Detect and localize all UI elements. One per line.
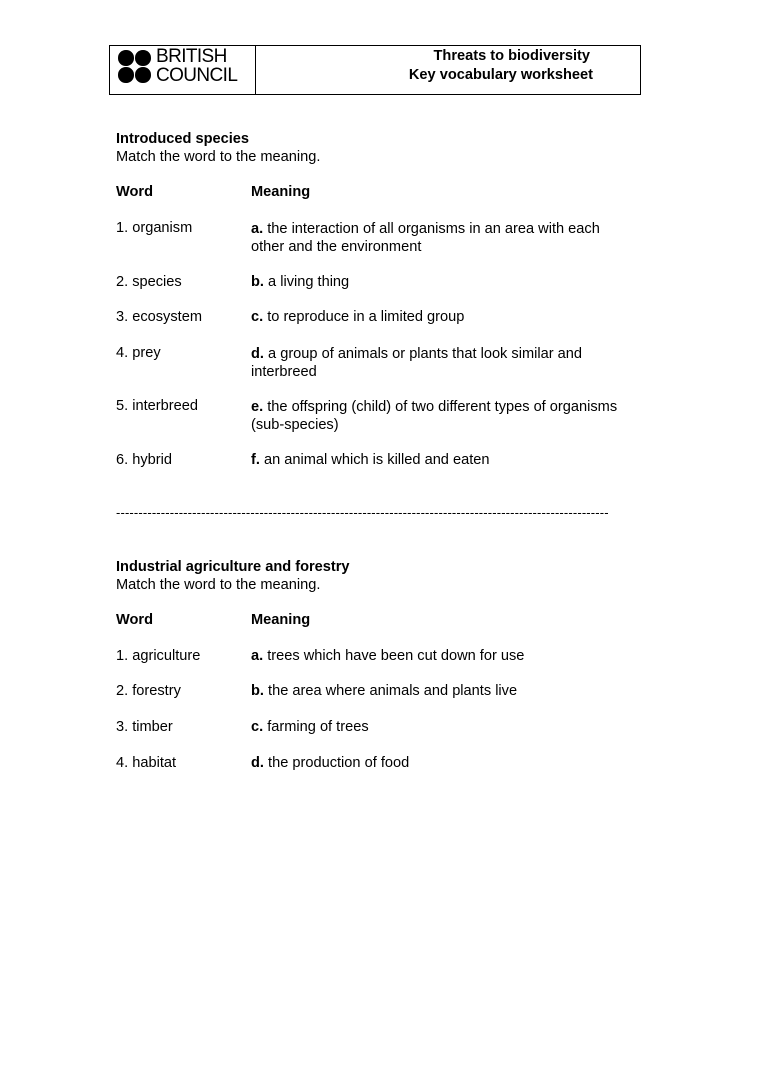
logo-text-line1: BRITISH [156, 46, 227, 67]
logo-text-line2: COUNCIL [156, 64, 238, 86]
meaning-letter: e. [251, 399, 264, 415]
section1-word-4: 4. prey [116, 345, 161, 361]
meaning-letter: b. [251, 274, 264, 290]
meaning-text: a living thing [263, 274, 350, 290]
section1-word-5: 5. interbreed [116, 398, 198, 414]
meaning-text: the interaction of all organisms in an area with each [263, 221, 600, 237]
meaning-text-cont: other and the environment [251, 239, 422, 255]
section2-word-3: 3. timber [116, 719, 173, 735]
section1-meaning-header: Meaning [251, 184, 311, 200]
worksheet-title: Threats to biodiversity [433, 48, 590, 64]
meaning-text-cont: (sub-species) [251, 417, 339, 433]
meaning-letter: d. [251, 755, 264, 771]
meaning-text: trees which have been cut down for use [263, 648, 525, 664]
british-council-logo [118, 48, 242, 88]
section1-meaning-b [251, 274, 349, 290]
section1-word-2: 2. species [116, 274, 182, 290]
section2-title: Industrial agriculture and forestry [116, 559, 350, 575]
section1-word-1: 1. organism [116, 220, 193, 236]
meaning-letter: b. [251, 683, 264, 699]
meaning-text: farming of trees [263, 719, 369, 735]
title-cell [257, 46, 640, 94]
section2-word-1: 1. agriculture [116, 648, 201, 664]
section1-meaning-c [251, 309, 464, 325]
meaning-letter: a. [251, 221, 264, 237]
logo-cell [110, 46, 256, 94]
meaning-letter: c. [251, 309, 264, 325]
meaning-text-cont: interbreed [251, 364, 317, 380]
meaning-text: the production of food [263, 755, 410, 771]
section1-title: Introduced species [116, 131, 250, 147]
section1-meaning-d [251, 345, 582, 381]
section2-instruction: Match the word to the meaning. [116, 577, 321, 593]
section1-word-header: Word [116, 184, 154, 200]
section2-meaning-c [251, 719, 369, 735]
meaning-letter: f. [251, 452, 260, 468]
meaning-text: a group of animals or plants that look similar and [263, 346, 582, 362]
meaning-text: the offspring (child) of two different types of organisms [263, 399, 618, 415]
section1-meaning-e [251, 398, 617, 434]
meaning-text: an animal which is killed and eaten [259, 452, 490, 468]
worksheet-subtitle: Key vocabulary worksheet [408, 67, 593, 83]
section-separator: -------------------------------------------------------------------------------------------------------------- [116, 505, 609, 520]
section1-meaning-f [251, 452, 490, 468]
section1-word-6: 6. hybrid [116, 452, 172, 468]
section2-meaning-header: Meaning [251, 612, 311, 628]
section2-meaning-b [251, 683, 517, 699]
meaning-letter: c. [251, 719, 264, 735]
section1-instruction: Match the word to the meaning. [116, 149, 321, 165]
logo-dots [118, 50, 154, 84]
section2-word-2: 2. forestry [116, 683, 181, 699]
section2-meaning-a [251, 648, 524, 664]
section2-word-header: Word [116, 612, 154, 628]
section1-meaning-a [251, 220, 600, 256]
section1-word-3: 3. ecosystem [116, 309, 202, 325]
meaning-text: to reproduce in a limited group [263, 309, 465, 325]
section2-meaning-d [251, 755, 409, 771]
section2-word-4: 4. habitat [116, 755, 177, 771]
meaning-text: the area where animals and plants live [263, 683, 518, 699]
meaning-letter: d. [251, 346, 264, 362]
meaning-letter: a. [251, 648, 264, 664]
worksheet-header [109, 45, 641, 95]
